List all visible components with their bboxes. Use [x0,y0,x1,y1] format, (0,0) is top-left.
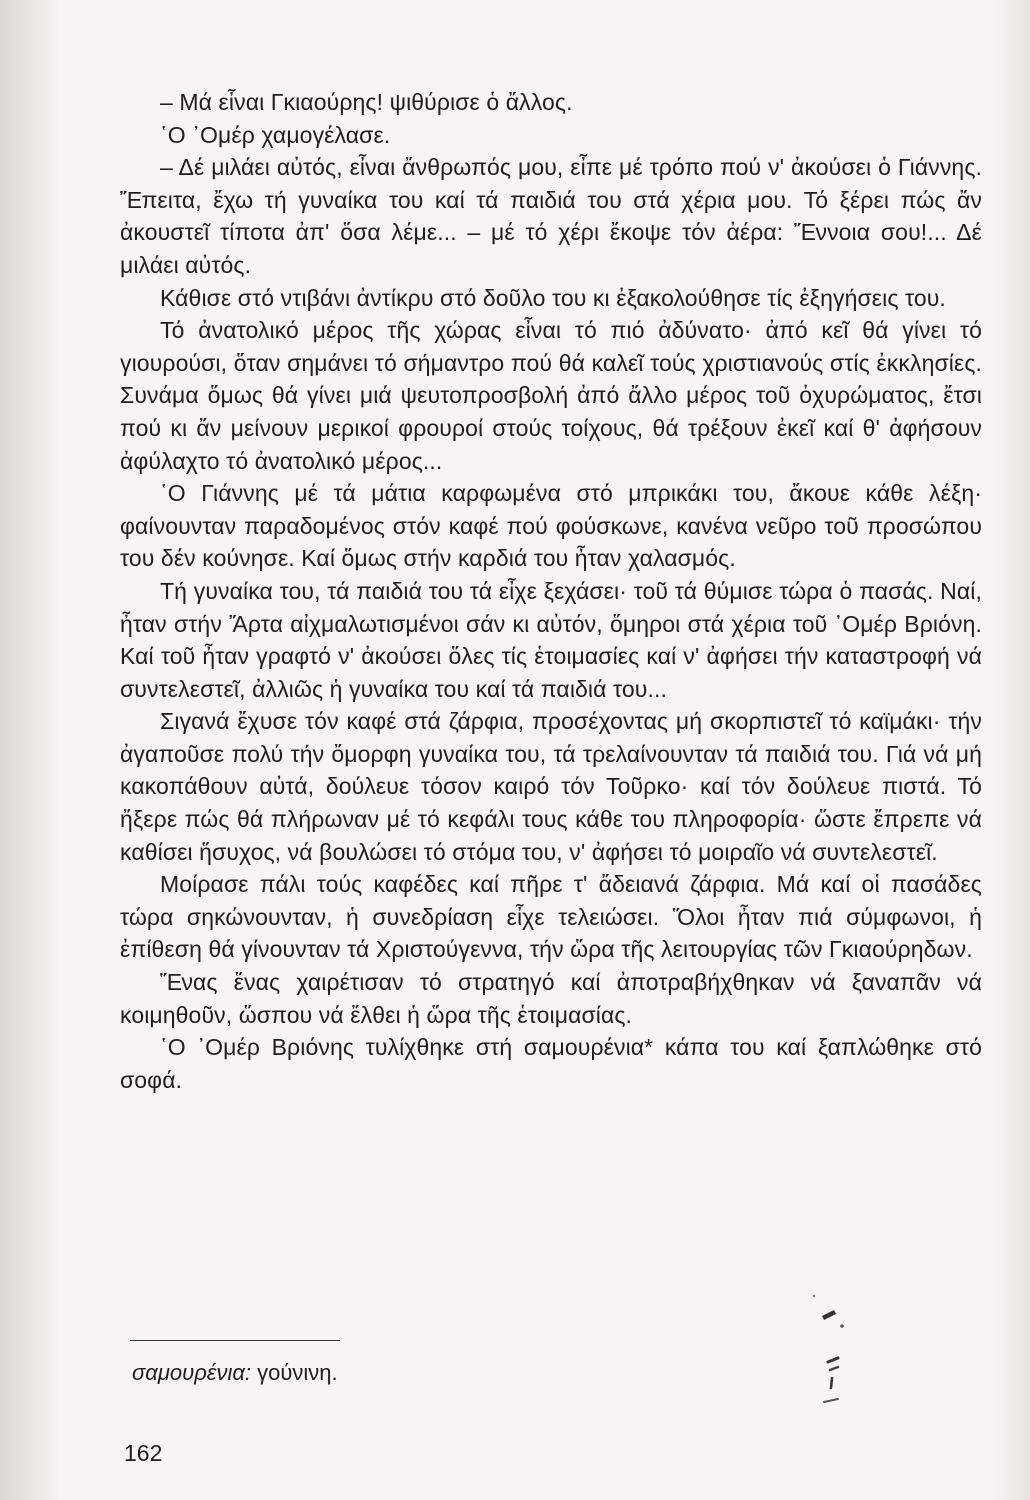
body-text [120,86,982,1096]
paragraph-5: Τό ἀνατολικό μέρος τῆς χώρας εἶναι τό πιό ἀδύνατο· ἀπό κεῖ θά γίνει τό γιουρούσι, ὅταν σημάνει τό σήμαντρο πού θά καλεῖ τούς χριστιανούς στίς ἐκκλησίες. Συνάμα ὅμως θά γίνει μιά ψευτοπροσβολή ἀπό ἄλλο μέρος τοῦ ὀχυρώματος, ἔτσι πού κι ἄν μείνουν μερικοί φρουροί στούς τοίχους, θά τρέξουν ἐκεῖ καί θ' ἀφήσουν ἀφύλαχτο τό ἀνατολικό μέρος... [120,317,982,474]
page-edge-shadow-left [0,0,60,1500]
paragraph-11: ῾Ο ᾿Ομέρ Βριόνης τυλίχθηκε στή σαμουρένια* κάπα του καί ξαπλώθηκε στό σοφά. [120,1034,982,1093]
paragraph-3: – Δέ μιλάει αὐτός, εἶναι ἄνθρωπός μου, εἶπε μέ τρόπο πού ν' ἀκούσει ὁ Γιάννης. Ἔπειτα, ἔχω τή γυναίκα του καί τά παιδιά του στά χέρια μου. Τό ξέρει πώς ἄν ἀκουστεῖ τίποτα ἀπ' ὅσα λέμε... – μέ τό χέρι ἔκοψε τόν ἀέρα: Ἔννοια σου!... Δέ μιλάει αὐτός. [120,154,982,278]
page-edge-shadow-right [990,0,1030,1500]
paragraph-4: Κάθισε στό ντιβάνι ἀντίκρυ στό δοῦλο του κι ἐξακολούθησε τίς ἐξηγήσεις του. [160,284,946,311]
footnote-divider [130,1340,340,1341]
paragraph-10: Ἕνας ἕνας χαιρέτισαν τό στρατηγό καί ἀποτραβήχθηκαν νά ξαναπᾶν νά κοιμηθοῦν, ὥσπου νά ἔλθει ἡ ὥρα τῆς ἑτοιμασίας. [120,969,982,1028]
paragraph-6: ῾Ο Γιάννης μέ τά μάτια καρφωμένα στό μπρικάκι του, ἄκουε κάθε λέξη· φαίνουνταν παραδομένος στόν καφέ πού φούσκωνε, κανένα νεῦρο τοῦ προσώπου του δέν κούνησε. Καί ὅμως στήν καρδιά του ἦταν χαλασμός. [120,480,982,572]
ink-smudge-marks [800,1290,860,1420]
footnote-term: σαμουρένια: [132,1360,252,1385]
paragraph-2: ῾Ο ᾿Ομέρ χαμογέλασε. [160,121,391,148]
paragraph-8: Σιγανά ἔχυσε τόν καφέ στά ζάρφια, προσέχοντας μή σκορπιστεῖ τό καϊμάκι· τήν ἀγαποῦσε πολύ τήν ὄμορφη γυναίκα του, τά τρελαίνουνταν τά παιδιά του. Γιά νά μή κακοπάθουν αὐτά, δούλευε τόσον καιρό τόν Τοῦρκο· καί τόν δούλευε πιστά. Τό ἤξερε πώς θά πλήρωναν μέ τό κεφάλι τους κάθε του πληροφορία· ὥστε ἔπρεπε νά καθίσει ἥσυχος, νά βουλώσει τό στόμα του, ν' ἀφήσει τό μοιραῖο νά συντελεστεῖ. [120,708,982,865]
footnote-definition: γούνινη. [257,1360,338,1385]
paragraph-1: – Μά εἶναι Γκιαούρης! ψιθύρισε ὁ ἄλλος. [160,89,573,115]
paragraph-7: Τή γυναίκα του, τά παιδιά του τά εἶχε ξεχάσει· τοῦ τά θύμισε τώρα ὁ πασάς. Ναί, ἦταν στήν Ἄρτα αἰχμαλωτισμένοι σάν κι αὐτόν, ὅμηροι στά χέρια τοῦ ᾿Ομέρ Βριόνη. Καί τοῦ ἦταν γραφτό ν' ἀκούσει ὅλες τίς ἑτοιμασίες καί ν' ἀφήσει τήν καταστροφή νά συντελεστεῖ, ἀλλιῶς ἡ γυναίκα του καί τά παιδιά του... [120,577,982,702]
paragraph-9: Μοίρασε πάλι τούς καφέδες καί πῆρε τ' ἄδειανά ζάρφια. Μά καί οἱ πασάδες τώρα σηκώνουνταν, ἡ συνεδρίαση εἶχε τελειώσει. Ὅλοι ἦταν πιά σύμφωνοι, ἡ ἐπίθεση θά γίνουνταν τά Χριστούγεννα, τήν ὥρα τῆς λειτουργίας τῶν Γκιαούρηδων. [120,871,982,963]
page-number: 162 [124,1440,163,1466]
footnote [132,1358,338,1388]
